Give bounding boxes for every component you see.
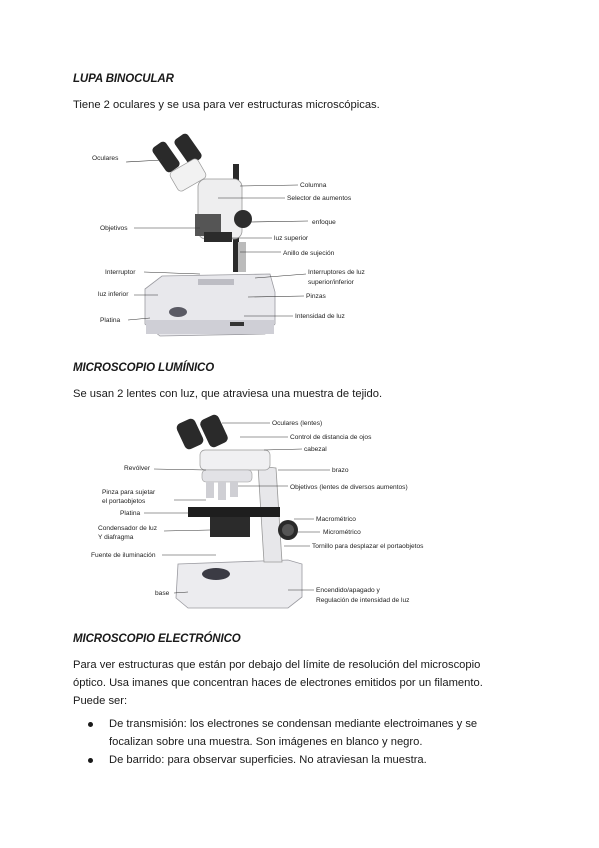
lupa-label-intensidad: Intensidad de luz xyxy=(295,313,345,320)
lumin-label-revolver: Revólver xyxy=(124,465,151,472)
list-item xyxy=(92,751,512,769)
lupa-label-enfoque: enfoque xyxy=(312,219,336,226)
lupa-label-selector: Selector de aumentos xyxy=(287,195,352,202)
bullet-icon xyxy=(88,722,93,727)
lupa-label-luz-inferior: luz inferior xyxy=(98,291,129,298)
electron-title: MICROSCOPIO ELECTRÓNICO xyxy=(73,633,241,645)
lumin-label-fuente: Fuente de iluminación xyxy=(91,552,156,559)
lupa-binocular-figure xyxy=(90,124,400,354)
lupa-text: Tiene 2 oculares y se usa para ver estructuras microscópicas. xyxy=(73,99,380,111)
lupa-label-anillo: Anillo de sujeción xyxy=(283,250,335,257)
lumin-label-control: Control de distancia de ojos xyxy=(290,434,372,441)
lumin-label-tornillo: Tornillo para desplazar el portaobjetos xyxy=(312,543,424,550)
lupa-label-objetivos: Objetivos xyxy=(100,225,128,232)
microscopio-luminico-figure xyxy=(88,412,428,612)
lumin-label-cond-1: Condensador de luz xyxy=(98,525,158,532)
lupa-label-platina: Platina xyxy=(100,317,121,324)
lumin-label-encendido-1: Encendido/apagado y xyxy=(316,587,380,594)
lupa-label-interruptor: Interruptor xyxy=(105,269,136,276)
lumin-label-brazo: brazo xyxy=(332,467,349,474)
lumin-label-micro: Micrométrico xyxy=(323,529,361,536)
electron-line-2: óptico. Usa imanes que concentran haces de electrones emitidos por un filamento. xyxy=(73,677,483,689)
lupa-label-luz-superior: luz superior xyxy=(274,235,309,242)
lumin-text: Se usan 2 lentes con luz, que atraviesa una muestra de tejido. xyxy=(73,388,383,400)
lumin-label-pinza-1: Pinza para sujetar xyxy=(102,489,156,496)
lumin-label-objetivos: Objetivos (lentes de diversos aumentos) xyxy=(290,484,408,491)
lupa-label-oculares: Oculares xyxy=(92,155,119,162)
electron-line-1: Para ver estructuras que están por debajo del límite de resolución del microscopio xyxy=(73,659,481,671)
bullet-line: De transmisión: los electrones se condensan mediante electroimanes y se xyxy=(109,718,478,730)
bullet-line: De barrido: para observar superficies. No atraviesan la muestra. xyxy=(109,754,427,766)
lupa-title: LUPA BINOCULAR xyxy=(73,73,174,85)
lumin-label-oculares: Oculares (lentes) xyxy=(272,420,323,427)
lumin-label-platina: Platina xyxy=(120,510,141,517)
lumin-title: MICROSCOPIO LUMÍNICO xyxy=(73,362,215,374)
lumin-label-encendido-2: Regulación de intensidad de luz xyxy=(316,597,410,604)
lumin-label-cabezal: cabezal xyxy=(304,446,327,453)
lupa-label-interruptores-1: Interruptores de luz xyxy=(308,269,365,276)
lumin-label-macro: Macrométrico xyxy=(316,516,356,523)
list-item xyxy=(92,715,512,751)
electron-line-3: Puede ser: xyxy=(73,695,128,707)
lupa-label-pinzas: Pinzas xyxy=(306,293,326,300)
lumin-label-pinza-2: el portaobjetos xyxy=(102,498,146,505)
lumin-label-base: base xyxy=(155,590,170,597)
bullet-icon xyxy=(88,758,93,763)
electron-bullet-list xyxy=(92,715,512,769)
lupa-label-interruptores-2: superior/inferior xyxy=(308,279,354,286)
bullet-line: focalizan sobre una muestra. Son imágenes en blanco y negro. xyxy=(109,736,423,748)
lupa-label-columna: Columna xyxy=(300,182,327,189)
lumin-label-cond-2: Y diafragma xyxy=(98,534,134,541)
